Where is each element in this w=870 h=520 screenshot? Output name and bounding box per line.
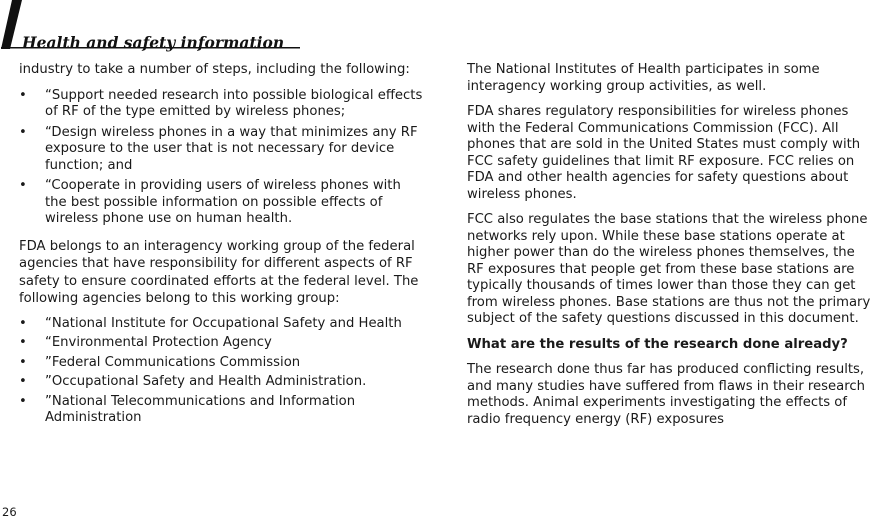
bullet: • xyxy=(19,393,27,409)
list-item xyxy=(19,125,423,175)
section-title: Health and safety information xyxy=(22,33,285,52)
list-item-text: “Support needed research into possible biological effects of RF of the type emitted by wireless phones; xyxy=(45,87,423,119)
agencies-list xyxy=(19,316,423,427)
list-item xyxy=(19,355,423,372)
list-item xyxy=(19,316,423,333)
list-item xyxy=(19,178,423,228)
nih-paragraph: The National Institutes of Health participates in some interagency working group activities, as well. xyxy=(467,62,820,94)
base-stations-paragraph: FCC also regulates the base stations that the wireless phone networks rely upon. While these base stations operate at higher power than do the wireless phones themselves, the RF exposures that people get from these base stations are typically thousands of times lower than those they can get from wireless phones. Base stations are thus not the primary subject of the safety questions discussed in this document. xyxy=(467,212,870,326)
list-item-text: ”Federal Communications Commission xyxy=(45,354,301,370)
list-item-text: “Environmental Protection Agency xyxy=(45,335,272,350)
list-item xyxy=(19,335,423,352)
list-item xyxy=(19,88,423,121)
fcc-responsibilities-paragraph: FDA shares regulatory responsibilities for wireless phones with the Federal Communications Commission (FCC). All phones that are sold in the United States must comply with FCC safety guidelines that limit RF exposure. FCC relies on FDA and other health agencies for safety questions about wireless phones. xyxy=(467,104,861,202)
list-item-text: “National Institute for Occupational Safety and Health xyxy=(45,315,402,331)
bullet: • xyxy=(19,374,27,389)
bullet: • xyxy=(19,87,27,103)
list-item-text: ”National Telecommunications and Information Administration xyxy=(45,393,356,425)
list-item xyxy=(19,374,423,391)
right-column xyxy=(467,62,870,437)
left-column xyxy=(19,62,423,436)
intro-paragraph: industry to take a number of steps, including the following: xyxy=(19,62,410,77)
list-item-text: “Cooperate in providing users of wireless phones with the best possible information on possible effects of wireless phone use on human health. xyxy=(45,178,401,226)
question-heading: What are the results of the research done already? xyxy=(467,336,848,352)
bullet: • xyxy=(19,178,27,193)
page-number: 26 xyxy=(2,505,17,519)
steps-list xyxy=(19,88,423,228)
bullet: • xyxy=(19,315,27,331)
list-item-text: ”Occupational Safety and Health Administration. xyxy=(45,374,367,389)
bullet: • xyxy=(19,124,27,140)
list-item-text: “Design wireless phones in a way that minimizes any RF exposure to the user that is not necessary for device function; and xyxy=(45,124,418,173)
header-slash-mark xyxy=(1,0,22,49)
working-group-paragraph: FDA belongs to an interagency working group of the federal agencies that have responsibility for different aspects of RF safety to ensure coordinated efforts at the federal level. The following agencies belong to this working group: xyxy=(19,238,419,306)
bullet: • xyxy=(19,354,27,370)
research-results-paragraph: The research done thus far has produced conflicting results, and many studies have suffered from flaws in their research methods. Animal experiments investigating the effects of radio frequency energy (RF) exposures xyxy=(467,362,865,427)
bullet: • xyxy=(19,335,27,350)
list-item xyxy=(19,394,423,427)
